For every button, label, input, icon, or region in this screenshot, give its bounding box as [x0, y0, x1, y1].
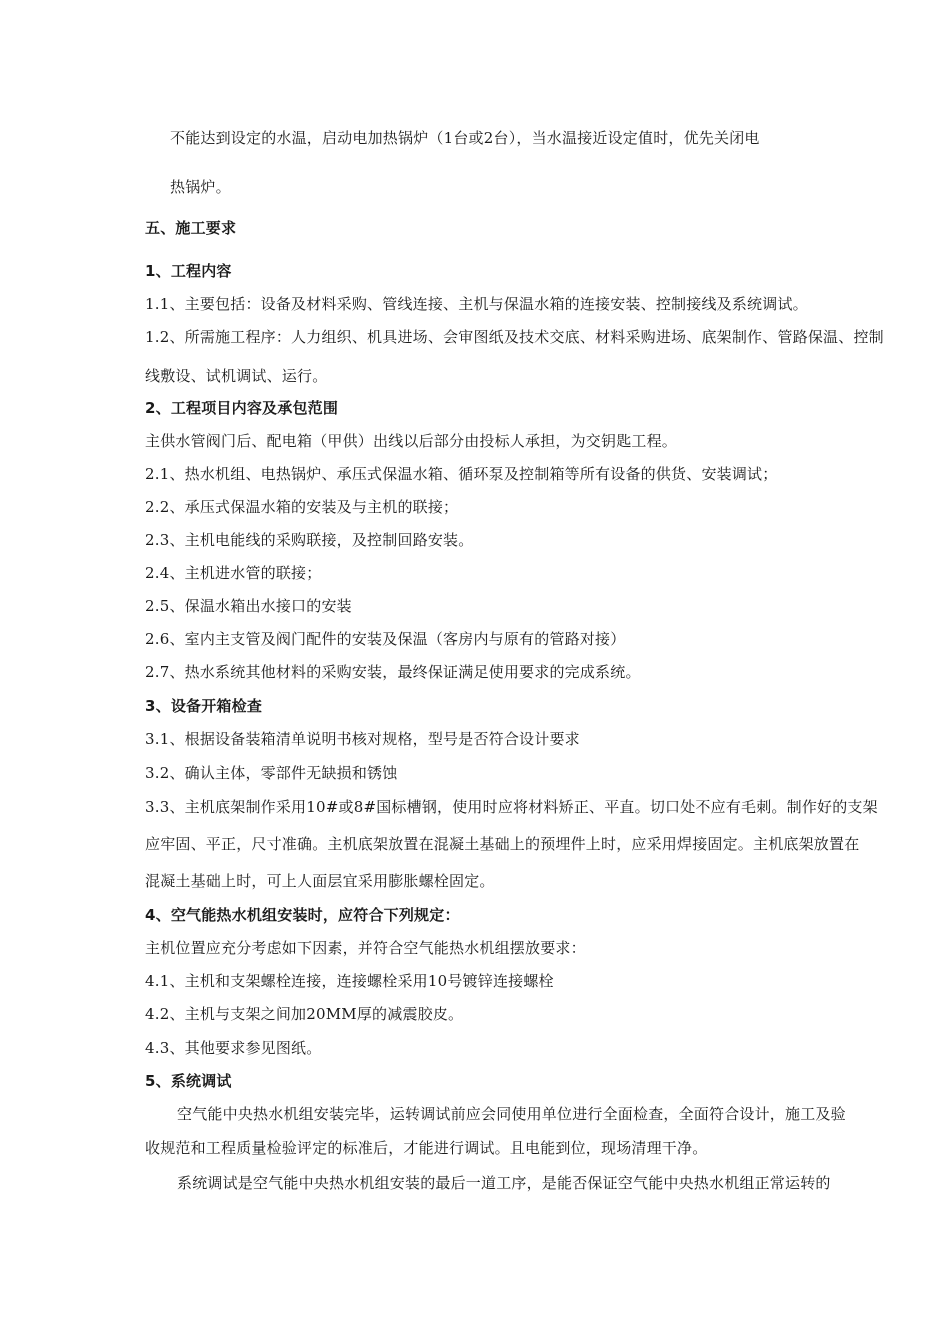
- paragraph-1-1: 1.1、主要包括：设备及材料采购、管线连接、主机与保温水箱的连接安装、控制接线及系统调试。: [145, 295, 808, 313]
- paragraph-2-2: 2.2、承压式保温水箱的安装及与主机的联接；: [145, 498, 459, 516]
- section-heading-5: 五、施工要求: [145, 219, 237, 237]
- paragraph-2-3: 2.3、主机电能线的采购联接，及控制回路安装。: [145, 531, 474, 549]
- paragraph-1-2-cont: 线敷设、试机调试、运行。: [145, 367, 328, 385]
- subsection-heading-1: 1、工程内容: [145, 262, 232, 280]
- paragraph-2-6: 2.6、室内主支管及阀门配件的安装及保温（客房内与原有的管路对接）: [145, 630, 626, 648]
- subsection-heading-5: 5、系统调试: [145, 1072, 232, 1090]
- paragraph-2-4: 2.4、主机进水管的联接；: [145, 564, 322, 582]
- paragraph-4-intro: 主机位置应充分考虑如下因素，并符合空气能热水机组摆放要求：: [145, 939, 586, 957]
- paragraph-2-intro: 主供水管阀门后、配电箱（甲供）出线以后部分由投标人承担，为交钥匙工程。: [145, 432, 678, 450]
- subsection-heading-4: 4、空气能热水机组安装时，应符合下列规定：: [145, 906, 460, 924]
- paragraph-2-7: 2.7、热水系统其他材料的采购安装，最终保证满足使用要求的完成系统。: [145, 663, 641, 681]
- paragraph-3-1: 3.1、根据设备装箱清单说明书核对规格，型号是否符合设计要求: [145, 730, 580, 748]
- paragraph-4-3: 4.3、其他要求参见图纸。: [145, 1039, 322, 1057]
- paragraph-2-5: 2.5、保温水箱出水接口的安装: [145, 597, 352, 615]
- paragraph-3-2: 3.2、确认主体，零部件无缺损和锈蚀: [145, 764, 398, 782]
- paragraph-2-1: 2.1、热水机组、电热锅炉、承压式保温水箱、循环泵及控制箱等所有设备的供货、安装调试；: [145, 465, 778, 483]
- paragraph-3-3-cont-2: 混凝土基础上时，可上人面层宜采用膨胀螺栓固定。: [145, 872, 495, 890]
- paragraph-continuation-end: 热锅炉。: [170, 178, 231, 196]
- paragraph-5-1: 空气能中央热水机组安装完毕，运转调试前应会同使用单位进行全面检查，全面符合设计，施工及验: [177, 1105, 846, 1123]
- paragraph-3-3-cont-1: 应牢固、平正，尺寸准确。主机底架放置在混凝土基础上的预埋件上时，应采用焊接固定。主机底架放置在: [145, 835, 860, 853]
- paragraph-5-2: 系统调试是空气能中央热水机组安装的最后一道工序，是能否保证空气能中央热水机组正常运转的: [177, 1174, 831, 1192]
- paragraph-4-2: 4.2、主机与支架之间加20MM厚的减震胶皮。: [145, 1005, 464, 1023]
- subsection-heading-2: 2、工程项目内容及承包范围: [145, 399, 339, 417]
- paragraph-1-2: 1.2、所需施工程序：人力组织、机具进场、会审图纸及技术交底、材料采购进场、底架制作、管路保温、控制: [145, 328, 884, 346]
- paragraph-continuation: 不能达到设定的水温，启动电加热锅炉（1台或2台），当水温接近设定值时，优先关闭电: [170, 129, 760, 147]
- paragraph-4-1: 4.1、主机和支架螺栓连接，连接螺栓采用10号镀锌连接螺栓: [145, 972, 554, 990]
- paragraph-5-1-cont: 收规范和工程质量检验评定的标准后，才能进行调试。且电能到位，现场清理干净。: [145, 1139, 708, 1157]
- subsection-heading-3: 3、设备开箱检查: [145, 697, 263, 715]
- paragraph-3-3: 3.3、主机底架制作采用10#或8#国标槽钢，使用时应将材料矫正、平直。切口处不应有毛刺。制作好的支架: [145, 798, 878, 816]
